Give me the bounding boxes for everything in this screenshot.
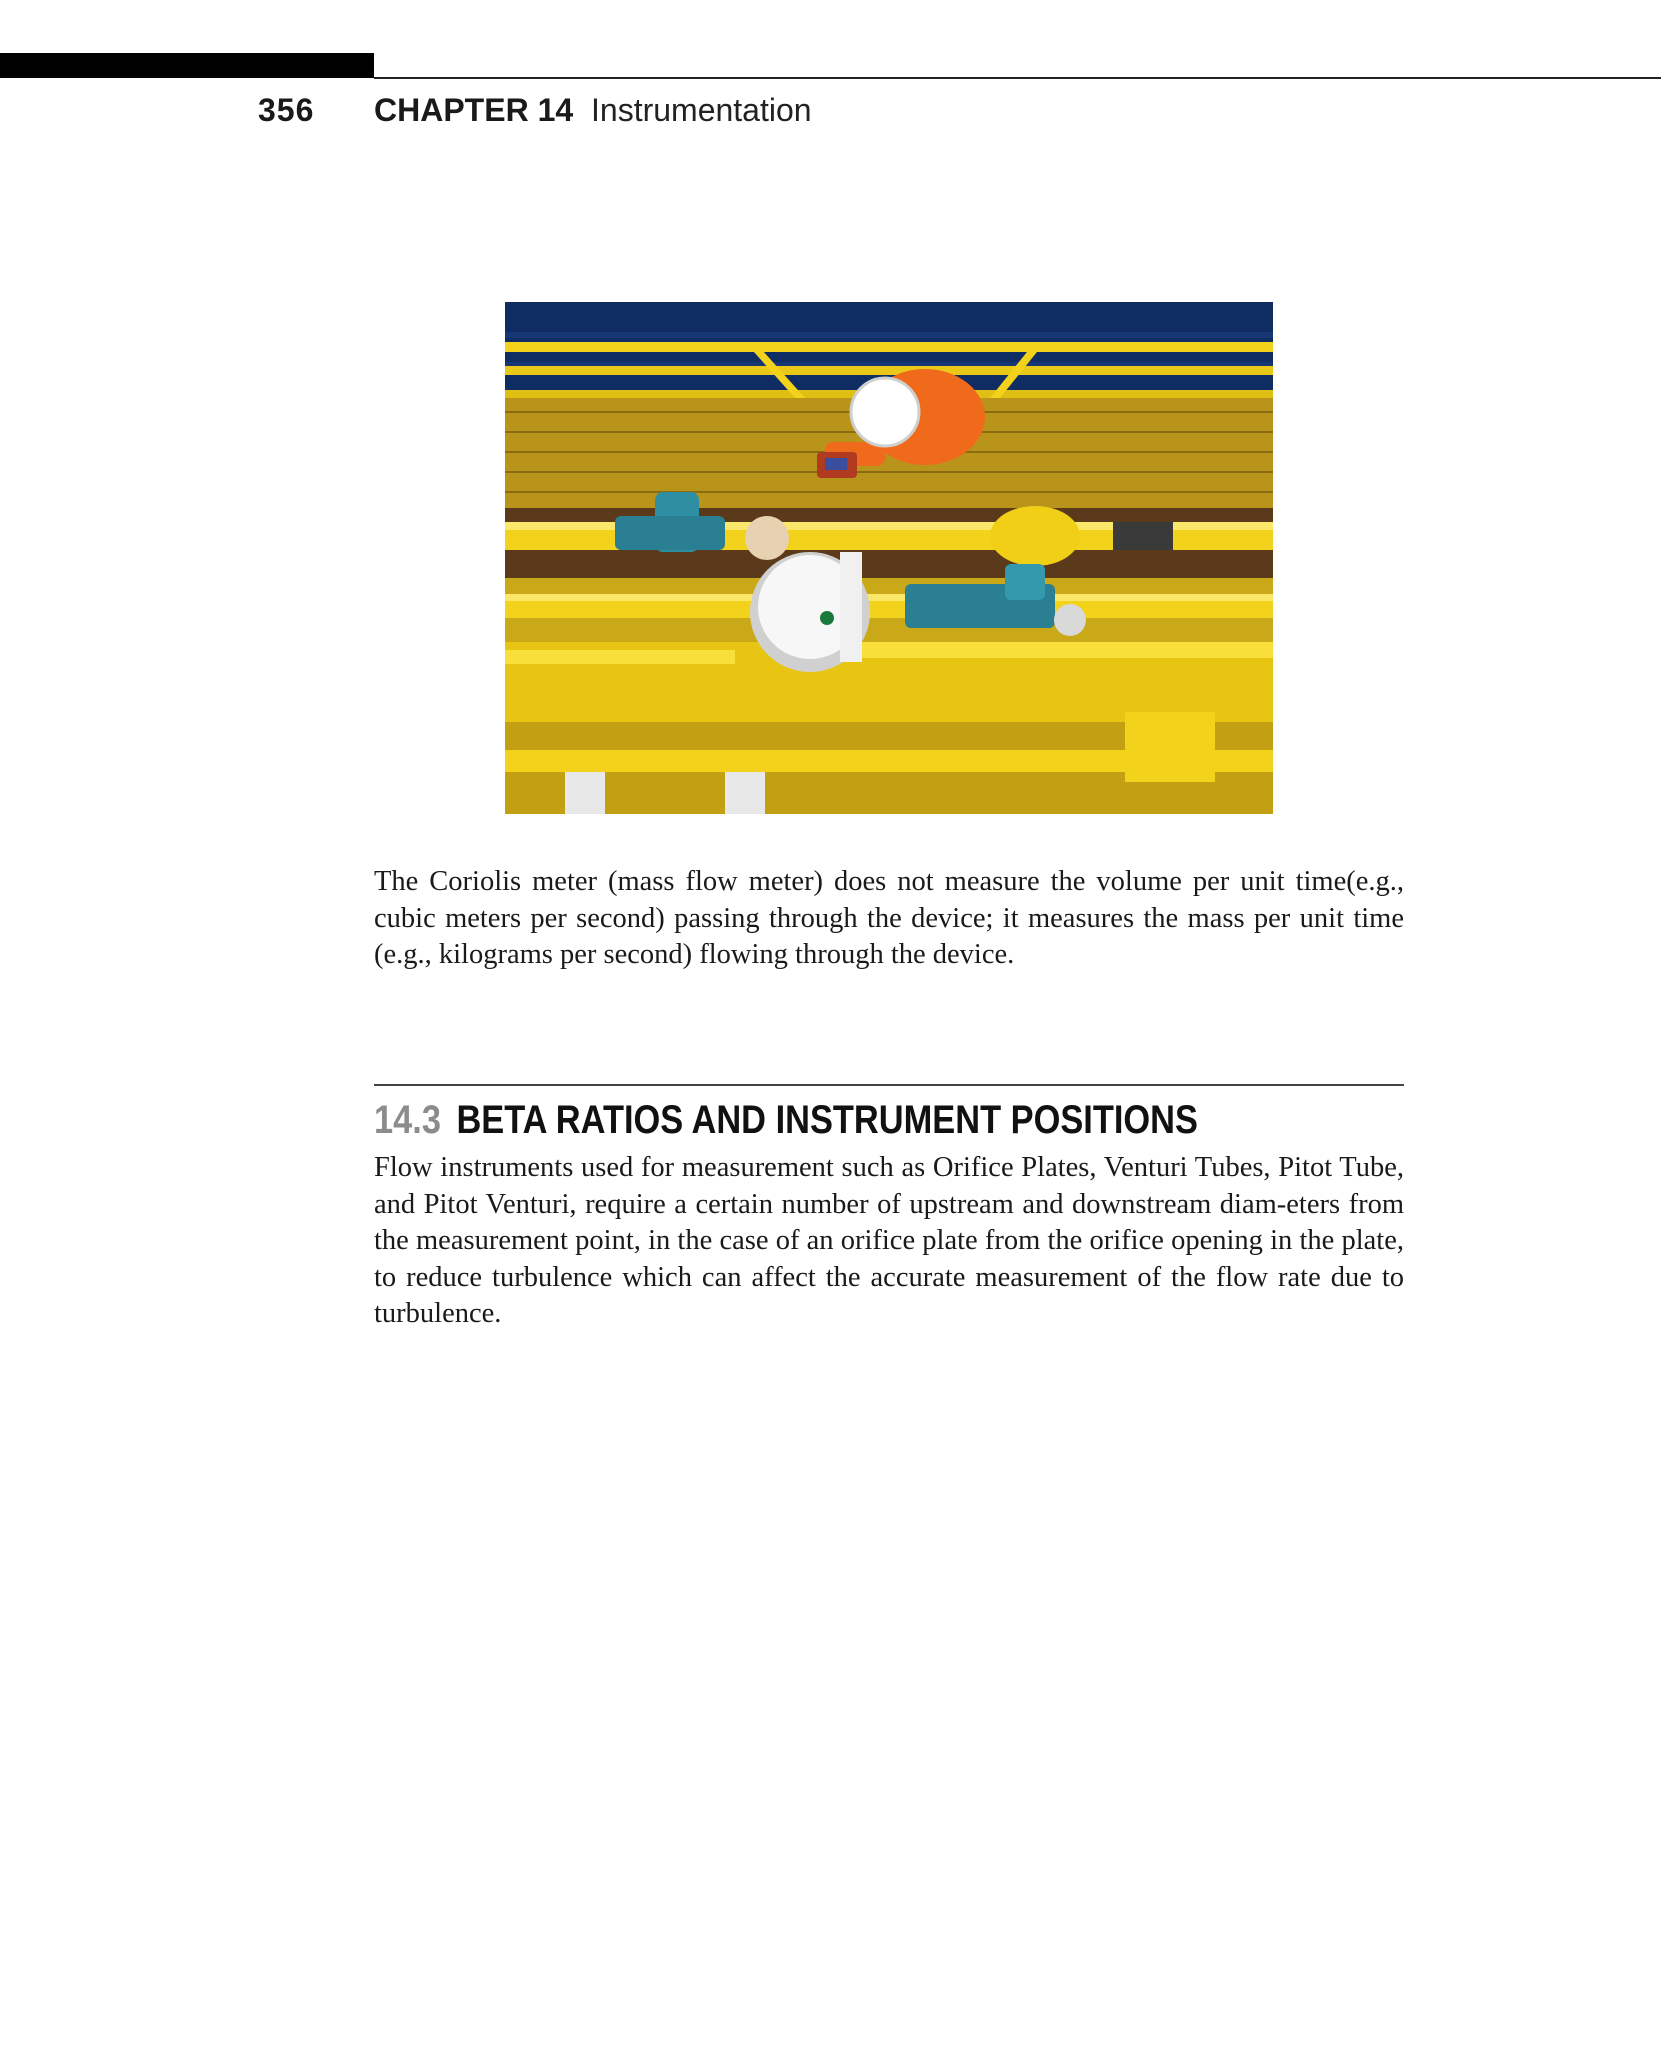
section-number: 14.3 bbox=[374, 1098, 441, 1142]
header-bar bbox=[0, 53, 374, 78]
photo-offshore-flow-meter-icon bbox=[505, 302, 1273, 814]
section-rule bbox=[374, 1084, 1404, 1086]
paragraph-coriolis: The Coriolis meter (mass flow meter) does not measure the volume per unit time(e.g., cubic meters per second) passing through the device; it measures the mass per unit time (e.g., kilograms per second) flowing through the device. bbox=[374, 866, 1404, 970]
section-title: BETA RATIOS AND INSTRUMENT POSITIONS bbox=[456, 1098, 1198, 1142]
page-number: 356 bbox=[258, 92, 315, 128]
paragraph-beta-ratios: Flow instruments used for measurement such as Orifice Plates, Venturi Tubes, Pitot Tube, and Pitot Venturi, require a certain number of upstream and downstream diam-eters from the measurement point, in the case of an orifice plate from the orifice opening in the plate, to reduce turbulence which can affect the accurate measurement of the flow rate due to turbulence. bbox=[374, 1152, 1404, 1329]
chapter-label: CHAPTER 14 bbox=[374, 92, 574, 128]
header-rule bbox=[374, 77, 1661, 79]
chapter-title: Instrumentation bbox=[591, 92, 812, 128]
section-heading bbox=[374, 1094, 1198, 1146]
figure-photo bbox=[505, 302, 1273, 814]
